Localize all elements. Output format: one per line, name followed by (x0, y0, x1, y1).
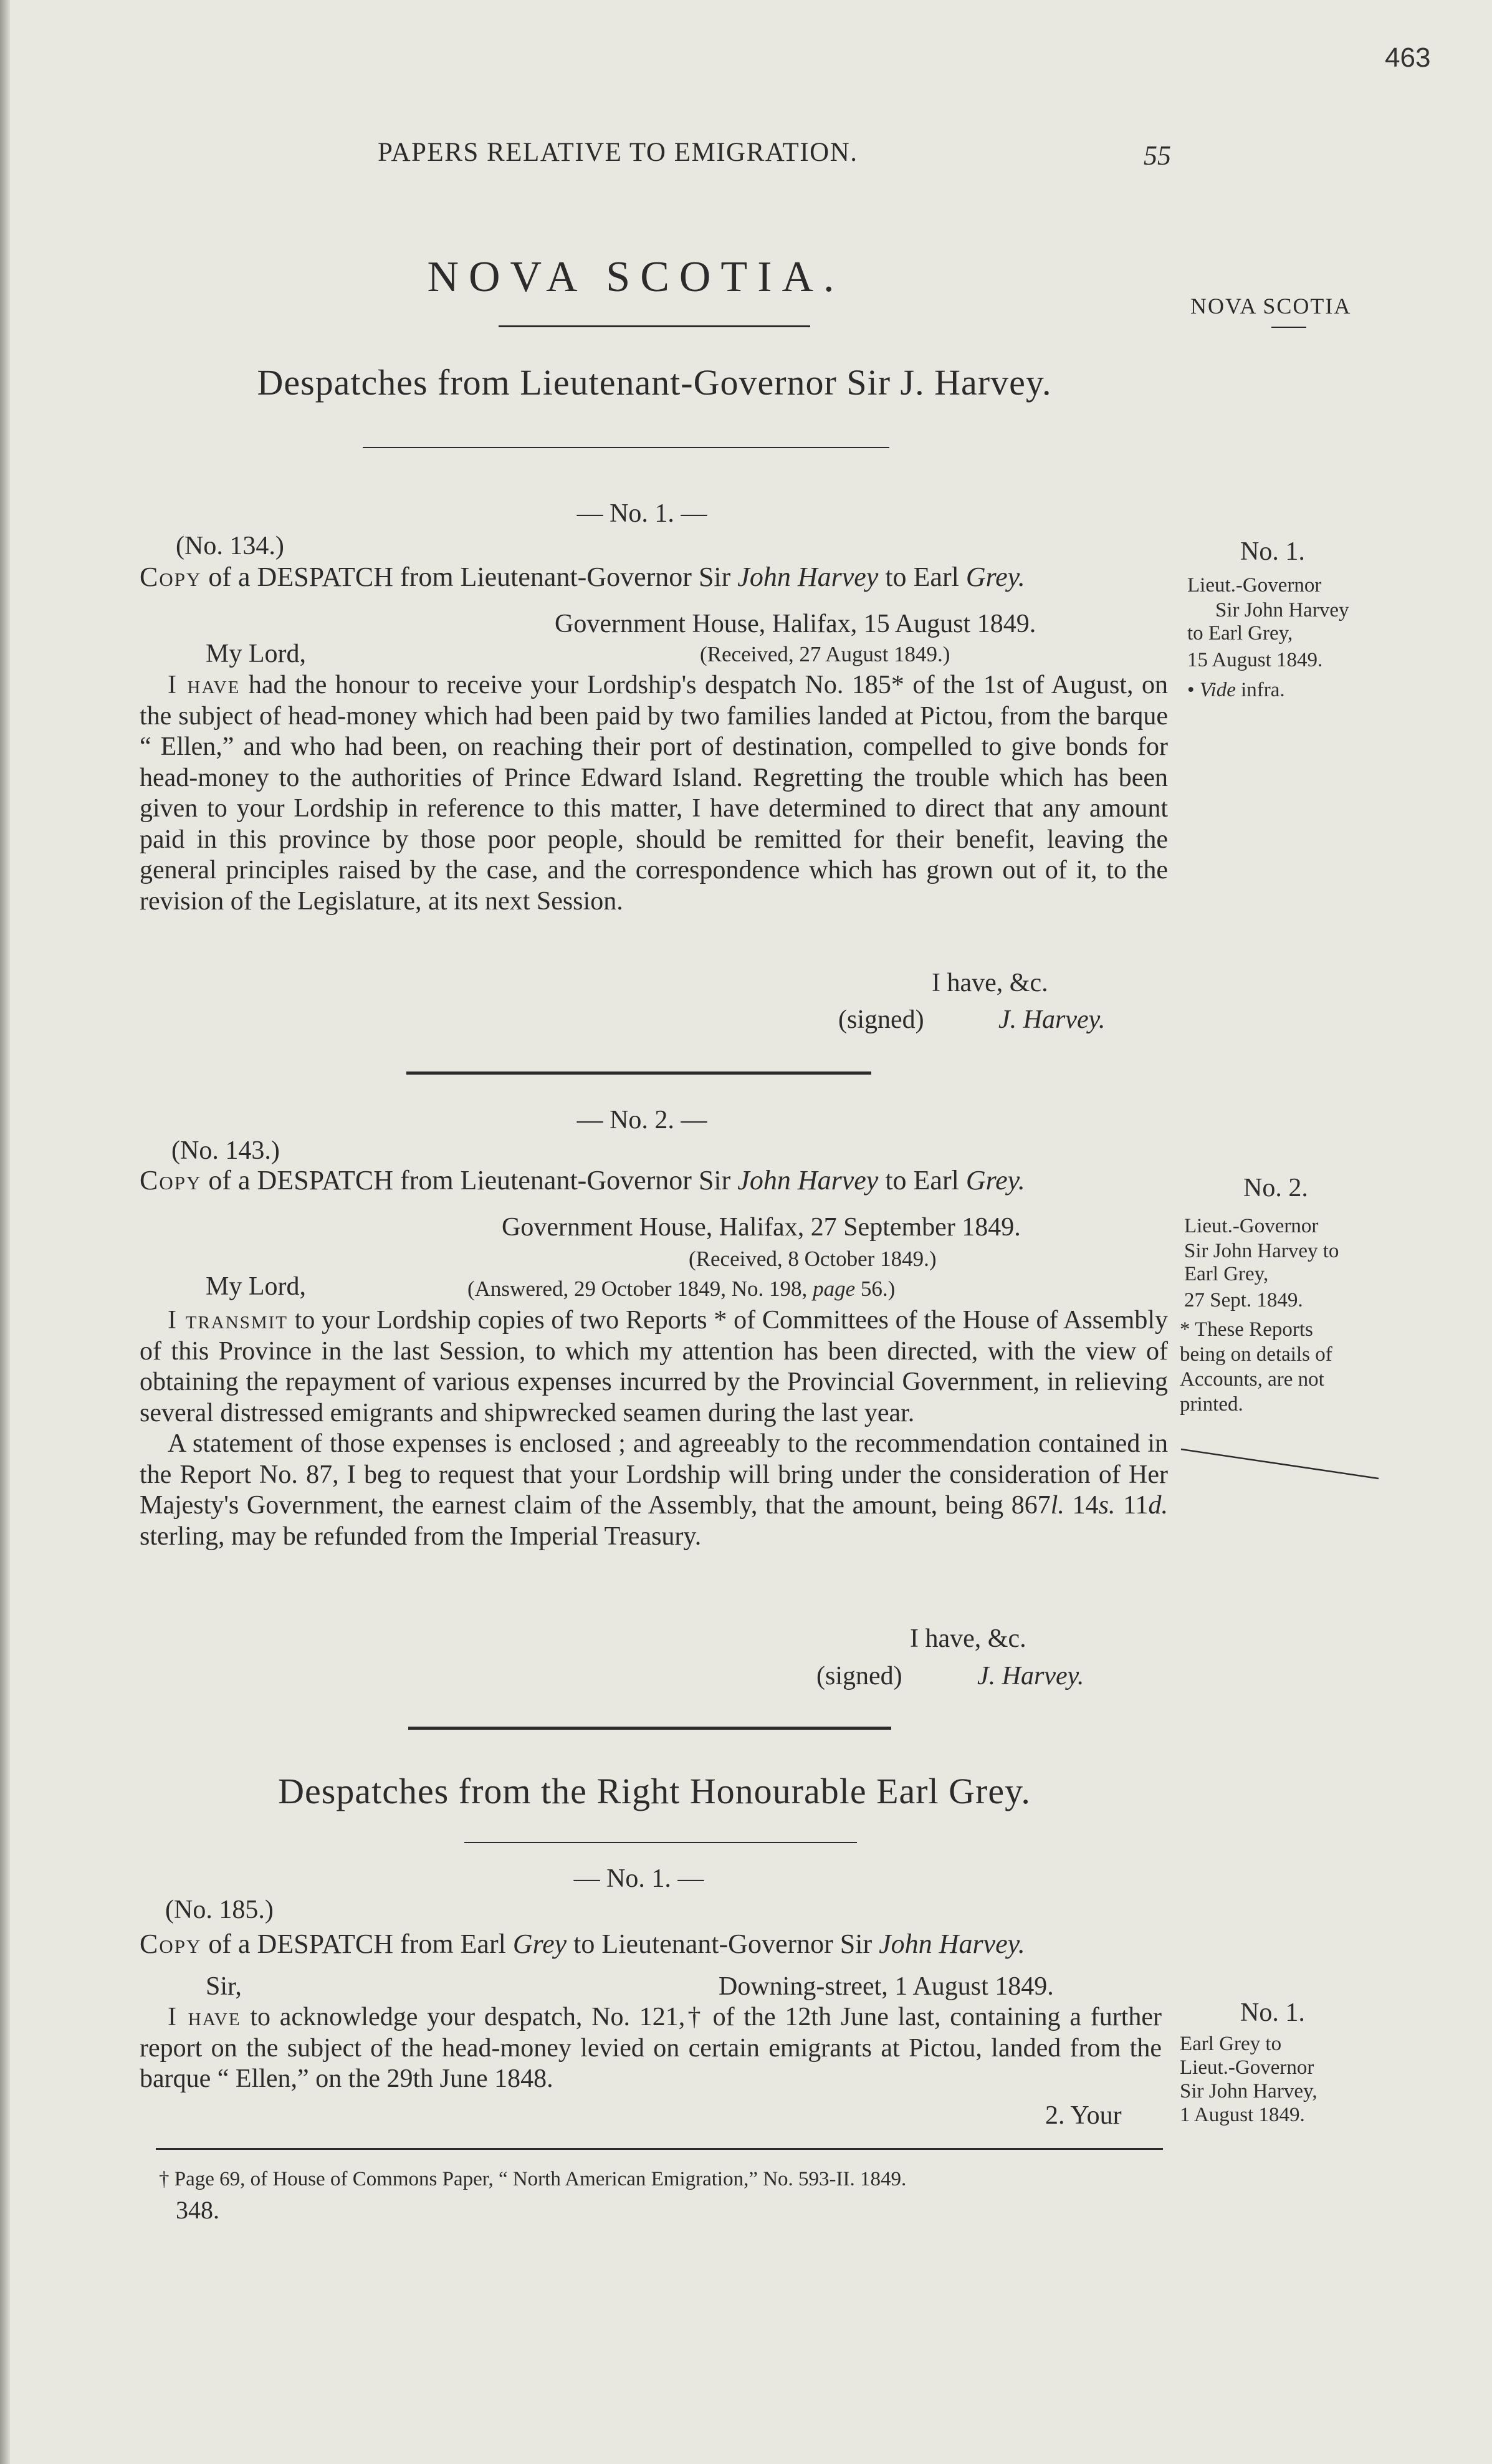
d3-paragraph (140, 2002, 1162, 2095)
d2-ref: (No. 143.) (171, 1136, 280, 1165)
d3-copy-grey: Grey (512, 1929, 567, 1959)
d3-margin-line1: Earl Grey to (1180, 2033, 1282, 2055)
d1-margin-no: No. 1. (1240, 537, 1305, 566)
d2-received: (Received, 8 October 1849.) (689, 1247, 937, 1271)
d2-copy-name: John Harvey (737, 1165, 879, 1196)
d2-answered-page: page (813, 1277, 856, 1301)
d3-margin-line4: 1 August 1849. (1180, 2104, 1305, 2126)
d1-ref: (No. 134.) (176, 532, 284, 560)
d1-copy-prefix: Copy (140, 562, 202, 592)
d2-answered-pre: (Answered, 29 October 1849, No. 198, (467, 1277, 813, 1301)
heading1-rule (363, 447, 889, 448)
d2-copy-to: to Earl (878, 1165, 966, 1196)
d2-amount-l: 867 (1011, 1491, 1051, 1520)
d2-paragraph-1-text: to your Lordship copies of two Reports * of Committees of the House of Assembly of this Province in the last Session, to which my attention has been directed, with the view of obtaining the repayment of various expenses incurred by the Provincial Government, in relieving several distressed emigrants and shipwrecked seamen during the last year. (140, 1306, 1168, 1427)
divider-rule-2 (408, 1727, 891, 1730)
running-page-number: 55 (1144, 140, 1171, 171)
d1-copy-grey: Grey. (965, 562, 1025, 592)
d2-number: — No. 2. — (576, 1106, 707, 1134)
d3-copy-name: John Harvey. (879, 1929, 1025, 1959)
d1-margin-line3: to Earl Grey, (1187, 622, 1293, 645)
d3-body (140, 2002, 1162, 2095)
d1-number: — No. 1. — (576, 499, 707, 528)
d2-paragraph-1 (140, 1305, 1168, 1429)
d1-paragraph (140, 670, 1168, 917)
d3-paragraph-text: to acknowledge your despatch, No. 121,† of the 12th June last, containing a further report on the subject of the head-money levied on certain emigrants at Pictou, landed from the barque “ Ellen,” on the 29th June 1848. (140, 2003, 1162, 2093)
d1-paragraph-text: had the honour to receive your Lordship's despatch No. 185* of the 1st of August, on the subject of head-money which had been paid by two families landed at Pictou, from the barque “ Ellen,” and who had been, on reaching their port of destination, compelled to give bonds for head-money to the authorities of Prince Edward Island. Regretting the trouble which has been given to your Lordship in reference to this matter, I have determined to direct that any amount paid in this province by those poor people, should be remitted for their benefit, leaving the general principles raised by the case, and the correspondence which has grown out of it, to the revision of the Legislature, at its next Session. (140, 671, 1168, 916)
d2-margin-note4: printed. (1180, 1393, 1243, 1416)
d2-margin-line4: 27 Sept. 1849. (1184, 1289, 1303, 1311)
d1-signed: (signed) (838, 1005, 924, 1034)
d2-body (140, 1305, 1168, 1552)
d1-signer: J. Harvey. (998, 1005, 1106, 1034)
d1-close: I have, &c. (932, 969, 1048, 997)
margin-pointer-line (1178, 1446, 1390, 1484)
d1-copy-to: to Earl (878, 562, 966, 592)
d3-margin-no: No. 1. (1240, 1998, 1305, 2027)
d1-margin-line1: Lieut.-Governor (1187, 574, 1322, 597)
d2-margin-no: No. 2. (1243, 1174, 1308, 1202)
d2-copy-prefix: Copy (140, 1165, 202, 1196)
d3-number: — No. 1. — (573, 1864, 704, 1893)
d3-copy-to: to Lieutenant-Governor Sir (567, 1929, 879, 1959)
d2-margin-note1: * These Reports (1180, 1318, 1313, 1341)
d2-copy-mid: of a DESPATCH from Lieutenant-Governor Sir (201, 1165, 738, 1196)
d1-margin-line4: 15 August 1849. (1187, 649, 1323, 671)
divider-rule-1 (406, 1071, 871, 1075)
footnote-rule (156, 2148, 1163, 2150)
d2-answered-post: 56.) (855, 1277, 896, 1301)
d2-amount (1011, 1491, 1168, 1520)
d3-salutation: Sir, (206, 1972, 242, 2001)
d2-signed: (signed) (816, 1662, 902, 1690)
d1-copy-line (140, 561, 1025, 593)
d1-salutation: My Lord, (206, 640, 306, 668)
running-head: PAPERS RELATIVE TO EMIGRATION. (378, 138, 858, 167)
d2-amount-d: 11 (1115, 1491, 1149, 1520)
heading-despatches-grey: Despatches from the Right Honourable Earl Grey. (278, 1771, 1031, 1811)
d1-margin-infra: infra. (1235, 679, 1285, 701)
d3-margin-line2: Lieut.-Governor (1180, 2056, 1314, 2079)
d2-answered (467, 1277, 895, 1302)
d3-copy-mid: of a DESPATCH from Earl (201, 1929, 513, 1959)
d3-copy-line (140, 1928, 1025, 1960)
d3-first-word: I have (168, 2003, 241, 2031)
title-rule (499, 325, 810, 327)
heading-despatches-harvey: Despatches from Lieutenant-Governor Sir J. Harvey. (257, 362, 1052, 403)
d1-copy-mid: of a DESPATCH from Lieutenant-Governor Sir (201, 562, 738, 592)
footnote: † Page 69, of House of Commons Paper, “ North American Emigration,” No. 593-II. 1849. (159, 2168, 907, 2190)
margin-section-label: NOVA SCOTIA (1190, 294, 1352, 319)
d1-place-date: Government House, Halifax, 15 August 1849. (555, 610, 1036, 638)
signature-mark: 348. (176, 2196, 219, 2224)
d2-amount-s-unit: s. (1098, 1491, 1116, 1520)
d2-margin-note3: Accounts, are not (1180, 1368, 1324, 1391)
heading2-rule (464, 1842, 857, 1843)
section-title: NOVA SCOTIA. (427, 253, 844, 301)
d2-paragraph-2 (140, 1429, 1168, 1552)
d2-close: I have, &c. (910, 1624, 1026, 1653)
d2-margin-line3: Earl Grey, (1184, 1263, 1269, 1285)
d2-margin-line1: Lieut.-Governor (1184, 1215, 1319, 1237)
d1-body (140, 670, 1168, 917)
d2-margin-line2: Sir John Harvey to (1184, 1240, 1339, 1262)
d1-margin-vide: Vide (1199, 679, 1236, 701)
d1-margin-footnote: • Vide infra. (1187, 679, 1285, 701)
d3-margin-line3: Sir John Harvey, (1180, 2080, 1317, 2102)
d3-ref: (No. 185.) (165, 1896, 274, 1924)
d1-margin-line2: Sir John Harvey (1215, 599, 1349, 621)
d2-place-date: Government House, Halifax, 27 September 1849. (502, 1213, 1021, 1242)
d2-paragraph-2-text: A statement of those expenses is enclosed ; and agreeably to the recommendation contained in the Report No. 87, I beg to request that your Lordship will bring under the consideration of Her Majesty's Government, the earnest claim of the Assembly, that the amount, being (140, 1429, 1168, 1520)
d2-first-word: I transmit (168, 1306, 288, 1335)
d3-copy-prefix: Copy (140, 1929, 202, 1959)
d2-amount-s: 14 (1064, 1491, 1099, 1520)
d3-catchword: 2. Your (1045, 2101, 1122, 2130)
book-spine-shadow (0, 0, 10, 2464)
d3-place-date: Downing-street, 1 August 1849. (719, 1972, 1054, 2001)
d1-first-word: I have (168, 671, 241, 699)
d2-paragraph-2-end: sterling, may be refunded from the Imperial Treasury. (140, 1522, 702, 1551)
d2-amount-l-unit: l. (1050, 1491, 1064, 1520)
d2-amount-d-unit: d. (1148, 1491, 1169, 1520)
d1-copy-name: John Harvey (737, 562, 879, 592)
d2-copy-line (140, 1164, 1025, 1196)
d2-signer: J. Harvey. (977, 1662, 1084, 1690)
page-number: 463 (1385, 42, 1431, 73)
d1-received: (Received, 27 August 1849.) (700, 642, 950, 666)
margin-section-rule (1271, 327, 1306, 328)
d2-margin-note2: being on details of (1180, 1343, 1332, 1366)
d2-copy-grey: Grey. (965, 1165, 1025, 1196)
d2-salutation: My Lord, (206, 1272, 306, 1301)
